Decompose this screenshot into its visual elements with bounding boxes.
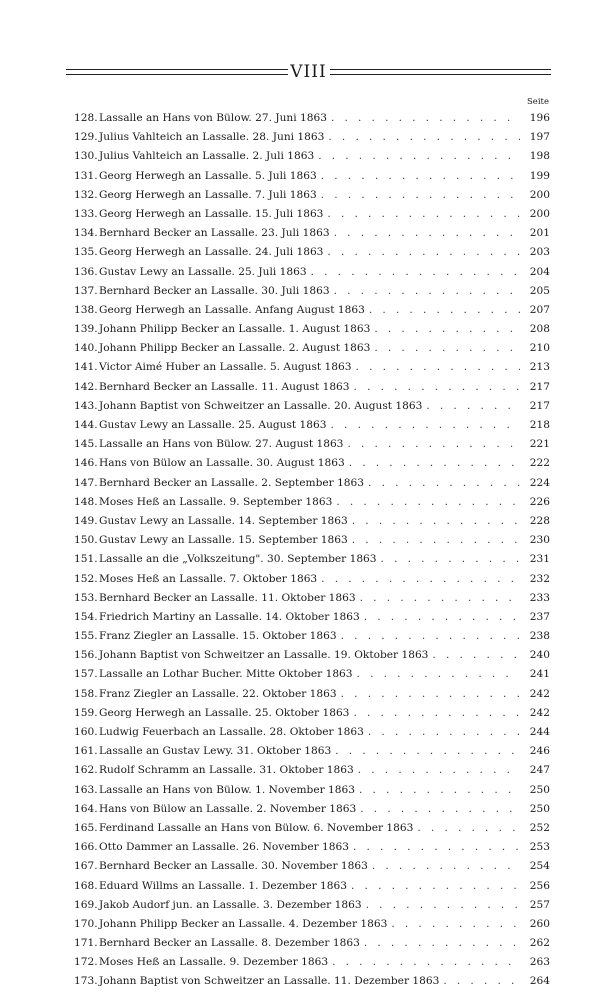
entry-number: 169. bbox=[74, 898, 98, 911]
entry-page: 252 bbox=[529, 821, 550, 834]
entry-page: 233 bbox=[529, 591, 550, 604]
entry-page: 254 bbox=[529, 860, 550, 873]
entry-title: Friedrich Martiny an Lassalle. 14. Oktober 1863 bbox=[99, 610, 360, 623]
dot-leader bbox=[391, 915, 520, 934]
dot-leader bbox=[332, 953, 520, 972]
entry-title: Victor Aimé Huber an Lassalle. 5. August 1863 bbox=[99, 361, 352, 374]
toc-entry bbox=[74, 512, 550, 531]
entry-page: 207 bbox=[529, 303, 550, 316]
entry-title: Gustav Lewy an Lassalle. 25. August 1863 bbox=[99, 419, 327, 431]
entry-number: 164. bbox=[74, 802, 98, 815]
entry-title: Bernhard Becker an Lassalle. 23. Juli 1863 bbox=[99, 227, 330, 240]
entry-number: 145. bbox=[74, 438, 98, 451]
toc-entry bbox=[74, 934, 550, 953]
entry-page: 201 bbox=[529, 227, 550, 240]
dot-leader bbox=[321, 167, 520, 186]
toc-entry bbox=[74, 435, 550, 454]
toc-entry bbox=[74, 147, 550, 166]
entry-title: Otto Dammer an Lassalle. 26. November 1863 bbox=[99, 841, 349, 854]
toc-entry bbox=[74, 167, 550, 186]
toc-entry bbox=[74, 800, 550, 819]
entry-number: 128. bbox=[74, 112, 98, 124]
toc-entry bbox=[74, 243, 550, 262]
dot-leader bbox=[357, 665, 520, 684]
entry-title: Julius Vahlteich an Lassalle. 2. Juli 1863 bbox=[99, 150, 315, 163]
entry-page: 232 bbox=[529, 572, 550, 585]
entry-number: 173. bbox=[74, 975, 98, 988]
entry-number: 140. bbox=[74, 342, 98, 355]
toc-entry bbox=[74, 128, 550, 147]
dot-leader bbox=[352, 512, 520, 531]
entry-page: 200 bbox=[529, 207, 550, 220]
entry-number: 160. bbox=[74, 726, 98, 738]
toc-entry bbox=[74, 723, 550, 742]
entry-number: 138. bbox=[74, 303, 98, 316]
entry-page: 256 bbox=[529, 879, 550, 892]
toc-entry bbox=[74, 474, 550, 493]
entry-page: 210 bbox=[529, 342, 550, 355]
entry-number: 134. bbox=[74, 227, 98, 240]
toc-entry bbox=[74, 205, 550, 224]
entry-page: 260 bbox=[529, 917, 550, 930]
entry-page: 203 bbox=[529, 246, 550, 259]
entry-title: Georg Herwegh an Lassalle. 5. Juli 1863 bbox=[99, 169, 317, 182]
dot-leader bbox=[354, 378, 520, 397]
entry-title: Rudolf Schramm an Lassalle. 31. Oktober 1863 bbox=[99, 764, 354, 777]
entry-number: 132. bbox=[74, 188, 98, 201]
dot-leader bbox=[374, 320, 520, 339]
page-column-label: Seite bbox=[526, 97, 549, 107]
toc-entry bbox=[74, 589, 550, 608]
entry-number: 152. bbox=[74, 572, 98, 585]
toc-entry bbox=[74, 608, 550, 627]
table-of-contents bbox=[74, 109, 550, 992]
dot-leader bbox=[353, 704, 520, 723]
entry-number: 147. bbox=[74, 476, 98, 489]
entry-number: 161. bbox=[74, 745, 98, 758]
entry-number: 133. bbox=[74, 207, 98, 220]
dot-leader bbox=[334, 224, 520, 243]
toc-entry bbox=[74, 109, 550, 128]
entry-title: Gustav Lewy an Lassalle. 14. September 1863 bbox=[99, 514, 348, 527]
toc-entry bbox=[74, 186, 550, 205]
entry-page: 226 bbox=[529, 495, 550, 508]
entry-title: Georg Herwegh an Lassalle. 25. Oktober 1863 bbox=[99, 706, 350, 719]
toc-entry bbox=[74, 378, 550, 397]
entry-page: 231 bbox=[529, 553, 550, 566]
entry-page: 228 bbox=[529, 514, 550, 527]
dot-leader bbox=[327, 205, 520, 224]
dot-leader bbox=[328, 128, 520, 147]
dot-leader bbox=[331, 109, 520, 128]
entry-number: 157. bbox=[74, 668, 98, 681]
dot-leader bbox=[381, 550, 520, 569]
entry-page: 263 bbox=[529, 956, 550, 969]
dot-leader bbox=[351, 877, 520, 896]
toc-entry bbox=[74, 857, 550, 876]
dot-leader bbox=[358, 761, 520, 780]
dot-leader bbox=[331, 416, 520, 435]
dot-leader bbox=[374, 339, 520, 358]
entry-page: 241 bbox=[529, 668, 550, 681]
entry-page: 244 bbox=[529, 726, 550, 738]
entry-page: 242 bbox=[529, 687, 550, 700]
entry-page: 250 bbox=[529, 783, 550, 796]
entry-title: Georg Herwegh an Lassalle. Anfang August 1863 bbox=[99, 303, 365, 316]
page-number: VIII bbox=[290, 62, 327, 82]
entry-title: Franz Ziegler an Lassalle. 15. Oktober 1863 bbox=[99, 630, 337, 643]
entry-page: 238 bbox=[529, 630, 550, 643]
toc-entry bbox=[74, 416, 550, 435]
entry-number: 148. bbox=[74, 495, 98, 508]
entry-page: 217 bbox=[529, 380, 550, 393]
entry-number: 136. bbox=[74, 265, 98, 278]
entry-title: Hans von Bülow an Lassalle. 2. November 1863 bbox=[99, 802, 357, 815]
entry-page: 224 bbox=[529, 476, 550, 489]
entry-number: 163. bbox=[74, 783, 98, 796]
entry-page: 240 bbox=[529, 649, 550, 662]
dot-leader bbox=[360, 800, 520, 819]
entry-number: 170. bbox=[74, 917, 98, 930]
entry-title: Bernhard Becker an Lassalle. 30. November 1863 bbox=[99, 860, 368, 873]
entry-title: Georg Herwegh an Lassalle. 7. Juli 1863 bbox=[99, 188, 317, 201]
dot-leader bbox=[327, 243, 520, 262]
entry-title: Lassalle an Hans von Bülow. 27. August 1863 bbox=[99, 438, 344, 451]
dot-leader bbox=[368, 474, 520, 493]
entry-page: 262 bbox=[529, 937, 550, 950]
dot-leader bbox=[353, 838, 520, 857]
entry-page: 221 bbox=[529, 438, 550, 451]
entry-page: 213 bbox=[529, 361, 550, 374]
dot-leader bbox=[341, 685, 520, 704]
entry-title: Moses Heß an Lassalle. 9. September 1863 bbox=[99, 495, 333, 508]
dot-leader bbox=[443, 972, 520, 991]
entry-page: 237 bbox=[529, 610, 550, 623]
toc-entry bbox=[74, 646, 550, 665]
entry-title: Georg Herwegh an Lassalle. 24. Juli 1863 bbox=[99, 246, 324, 259]
entry-title: Eduard Willms an Lassalle. 1. Dezember 1863 bbox=[99, 879, 347, 892]
dot-leader bbox=[359, 781, 520, 800]
entry-title: Lassalle an Gustav Lewy. 31. Oktober 1863 bbox=[99, 745, 332, 758]
entry-title: Johann Philipp Becker an Lassalle. 1. August 1863 bbox=[99, 323, 371, 336]
toc-entry bbox=[74, 320, 550, 339]
dot-leader bbox=[318, 147, 520, 166]
toc-entry bbox=[74, 570, 550, 589]
entry-title: Ferdinand Lassalle an Hans von Bülow. 6. November 1863 bbox=[99, 821, 414, 834]
toc-entry bbox=[74, 301, 550, 320]
toc-entry bbox=[74, 915, 550, 934]
entry-title: Bernhard Becker an Lassalle. 11. Oktober 1863 bbox=[99, 591, 356, 604]
toc-entry bbox=[74, 263, 550, 282]
entry-number: 153. bbox=[74, 591, 98, 604]
entry-number: 135. bbox=[74, 246, 98, 259]
entry-title: Moses Heß an Lassalle. 9. Dezember 1863 bbox=[99, 956, 329, 969]
entry-title: Lassalle an Lothar Bucher. Mitte Oktober 1863 bbox=[99, 668, 353, 681]
entry-title: Gustav Lewy an Lassalle. 15. September 1863 bbox=[99, 534, 348, 547]
entry-title: Lassalle an Hans von Bülow. 27. Juni 1863 bbox=[99, 112, 327, 124]
toc-entry bbox=[74, 685, 550, 704]
dot-leader bbox=[347, 435, 520, 454]
dot-leader bbox=[335, 742, 520, 761]
entry-number: 143. bbox=[74, 399, 98, 412]
entry-page: 197 bbox=[529, 131, 550, 144]
entry-number: 156. bbox=[74, 649, 98, 662]
entry-number: 172. bbox=[74, 956, 98, 969]
entry-title: Lassalle an Hans von Bülow. 1. November 1863 bbox=[99, 783, 355, 796]
toc-entry bbox=[74, 339, 550, 358]
entry-page: 200 bbox=[529, 188, 550, 201]
dot-leader bbox=[417, 819, 520, 838]
entry-number: 129. bbox=[74, 131, 98, 144]
entry-number: 159. bbox=[74, 706, 98, 719]
toc-entry bbox=[74, 454, 550, 473]
entry-number: 167. bbox=[74, 860, 98, 873]
entry-title: Bernhard Becker an Lassalle. 8. Dezember 1863 bbox=[99, 937, 360, 950]
entry-number: 144. bbox=[74, 419, 98, 431]
entry-page: 208 bbox=[529, 323, 550, 336]
entry-page: 196 bbox=[529, 112, 550, 124]
toc-entry bbox=[74, 781, 550, 800]
dot-leader bbox=[426, 397, 520, 416]
dot-leader bbox=[311, 263, 520, 282]
entry-page: 199 bbox=[529, 169, 550, 182]
toc-entry bbox=[74, 877, 550, 896]
toc-entry bbox=[74, 838, 550, 857]
toc-entry bbox=[74, 972, 550, 991]
entry-number: 146. bbox=[74, 457, 98, 470]
entry-title: Bernhard Becker an Lassalle. 30. Juli 1863 bbox=[99, 284, 330, 297]
entry-page: 247 bbox=[529, 764, 550, 777]
toc-entry bbox=[74, 742, 550, 761]
entry-number: 130. bbox=[74, 150, 98, 163]
dot-leader bbox=[349, 454, 520, 473]
entry-number: 166. bbox=[74, 841, 98, 854]
toc-entry bbox=[74, 896, 550, 915]
toc-entry bbox=[74, 531, 550, 550]
dot-leader bbox=[356, 358, 520, 377]
entry-number: 155. bbox=[74, 630, 98, 643]
dot-leader bbox=[334, 282, 520, 301]
entry-title: Johann Baptist von Schweitzer an Lassalle. 11. Dezember 1863 bbox=[99, 975, 440, 988]
entry-title: Johann Philipp Becker an Lassalle. 4. Dezember 1863 bbox=[99, 917, 388, 930]
entry-page: 198 bbox=[529, 150, 550, 163]
toc-entry bbox=[74, 819, 550, 838]
toc-entry bbox=[74, 665, 550, 684]
entry-number: 149. bbox=[74, 514, 98, 527]
entry-number: 142. bbox=[74, 380, 98, 393]
entry-page: 242 bbox=[529, 706, 550, 719]
entry-title: Hans von Bülow an Lassalle. 30. August 1863 bbox=[99, 457, 345, 470]
entry-title: Franz Ziegler an Lassalle. 22. Oktober 1863 bbox=[99, 687, 337, 700]
toc-entry bbox=[74, 627, 550, 646]
dot-leader bbox=[369, 301, 520, 320]
entry-page: 250 bbox=[529, 802, 550, 815]
entry-number: 158. bbox=[74, 687, 98, 700]
entry-page: 217 bbox=[529, 399, 550, 412]
toc-entry bbox=[74, 224, 550, 243]
entry-page: 246 bbox=[529, 745, 550, 758]
dot-leader bbox=[368, 723, 520, 742]
toc-entry bbox=[74, 358, 550, 377]
dot-leader bbox=[360, 589, 520, 608]
entry-number: 171. bbox=[74, 937, 98, 950]
dot-leader bbox=[364, 608, 520, 627]
dot-leader bbox=[366, 896, 520, 915]
entry-title: Johann Baptist von Schweitzer an Lassalle. 20. August 1863 bbox=[99, 399, 423, 412]
entry-title: Bernhard Becker an Lassalle. 2. September 1863 bbox=[99, 476, 365, 489]
entry-number: 162. bbox=[74, 764, 98, 777]
dot-leader bbox=[372, 857, 520, 876]
entry-title: Gustav Lewy an Lassalle. 25. Juli 1863 bbox=[99, 265, 307, 278]
entry-title: Moses Heß an Lassalle. 7. Oktober 1863 bbox=[99, 572, 318, 585]
entry-number: 150. bbox=[74, 534, 98, 547]
entry-number: 139. bbox=[74, 323, 98, 336]
entry-page: 253 bbox=[529, 841, 550, 854]
entry-title: Jakob Audorf jun. an Lassalle. 3. Dezember 1863 bbox=[99, 898, 362, 911]
entry-title: Johann Baptist von Schweitzer an Lassalle. 19. Oktober 1863 bbox=[99, 649, 429, 662]
entry-title: Georg Herwegh an Lassalle. 15. Juli 1863 bbox=[99, 207, 324, 220]
entry-page: 257 bbox=[529, 898, 550, 911]
entry-number: 131. bbox=[74, 169, 98, 182]
dot-leader bbox=[432, 646, 520, 665]
entry-number: 141. bbox=[74, 361, 98, 374]
toc-entry bbox=[74, 953, 550, 972]
entry-page: 264 bbox=[529, 975, 550, 988]
entry-number: 151. bbox=[74, 553, 98, 566]
toc-entry bbox=[74, 282, 550, 301]
entry-page: 218 bbox=[529, 419, 550, 431]
entry-title: Ludwig Feuerbach an Lassalle. 28. Oktober 1863 bbox=[99, 726, 364, 738]
entry-title: Bernhard Becker an Lassalle. 11. August 1863 bbox=[99, 380, 350, 393]
entry-title: Julius Vahlteich an Lassalle. 28. Juni 1863 bbox=[99, 131, 325, 144]
entry-number: 168. bbox=[74, 879, 98, 892]
dot-leader bbox=[364, 934, 520, 953]
toc-entry bbox=[74, 550, 550, 569]
dot-leader bbox=[336, 493, 520, 512]
entry-number: 165. bbox=[74, 821, 98, 834]
entry-number: 154. bbox=[74, 610, 98, 623]
dot-leader bbox=[321, 186, 520, 205]
entry-page: 204 bbox=[529, 265, 550, 278]
header-rule-right bbox=[330, 69, 551, 75]
entry-page: 230 bbox=[529, 534, 550, 547]
entry-number: 137. bbox=[74, 284, 98, 297]
dot-leader bbox=[321, 570, 520, 589]
page-header bbox=[66, 62, 551, 84]
toc-entry bbox=[74, 493, 550, 512]
entry-page: 205 bbox=[529, 284, 550, 297]
entry-title: Johann Philipp Becker an Lassalle. 2. August 1863 bbox=[99, 342, 371, 355]
dot-leader bbox=[341, 627, 520, 646]
toc-entry bbox=[74, 397, 550, 416]
entry-title: Lassalle an die „Volkszeitung". 30. September 1863 bbox=[99, 553, 377, 566]
dot-leader bbox=[352, 531, 520, 550]
toc-entry bbox=[74, 761, 550, 780]
toc-entry bbox=[74, 704, 550, 723]
entry-page: 222 bbox=[529, 457, 550, 470]
